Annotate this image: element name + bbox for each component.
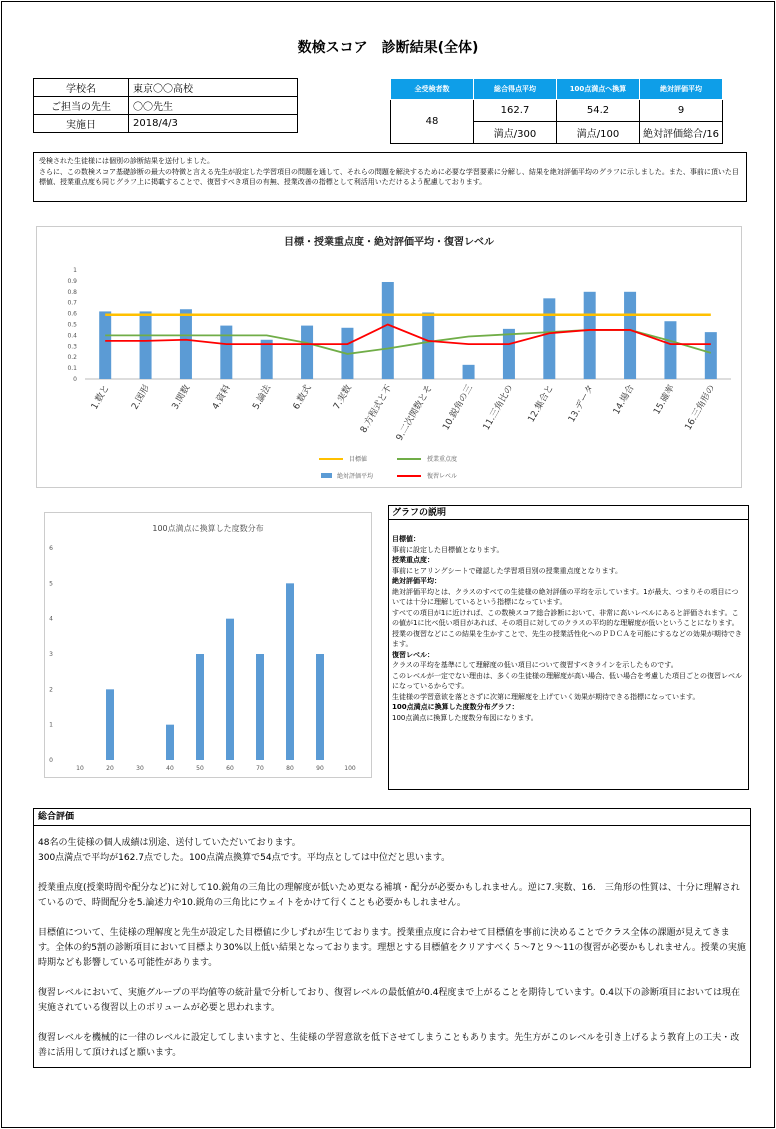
info-value: 〇〇先生 [129, 97, 298, 115]
x-tick-label: 12.集合と [526, 383, 556, 425]
distribution-chart [44, 512, 372, 778]
explanation-term: 100点満点に換算した度数分布グラフ： [392, 703, 519, 711]
x-tick-label: 9.二次関数とそ [394, 383, 435, 443]
y-tick-label: 0.3 [67, 343, 77, 351]
bar-frequency [286, 583, 294, 760]
bar-absolute-average [664, 321, 676, 379]
x-tick-label: 6.数式 [291, 383, 314, 412]
graph-explanation [388, 505, 749, 790]
average-max: 満点/300 [474, 122, 557, 144]
explanation-term: 目標値： [392, 535, 420, 543]
school-info-table [33, 78, 298, 133]
x-tick-label: 14.場合 [611, 383, 637, 417]
y-tick-label: 0.7 [67, 299, 77, 307]
explanation-text: 事前に設定した目標値となります。 [392, 545, 504, 554]
x-tick-label: 2.図形 [130, 383, 153, 412]
info-label: 実施日 [34, 115, 129, 133]
bar-absolute-average [624, 292, 636, 379]
info-row [34, 97, 298, 115]
bar-absolute-average [99, 311, 111, 379]
bar-absolute-average [543, 298, 555, 379]
bar-frequency [106, 689, 114, 760]
legend-swatch [321, 473, 332, 478]
stats-header: 全受検者数 [391, 79, 474, 100]
explanation-text: すべての項目が1に近ければ、この数検スコア総合診断において、非常に高いレベルにあると評価されます。この値が1に比べ低い項目があれば、その項目に対してのクラスの平均的な理解度が低いということになります。授業の復習などにこの結果を生かすことで、先生の授業活性化へのＰＤＣＡを可能にするなどの効果が期待できます。 [392, 608, 742, 648]
explanation-term: 復習レベル： [392, 650, 434, 659]
bar-absolute-average [180, 309, 192, 379]
y-tick-label: 1 [73, 267, 77, 274]
series-line [105, 325, 711, 345]
bar-absolute-average [422, 313, 434, 379]
y-tick-label: 3 [49, 651, 53, 658]
x-tick-label: 11.三角比の [481, 383, 516, 433]
x-tick-label: 50 [196, 765, 204, 772]
bar-frequency [196, 654, 204, 760]
x-tick-label: 30 [136, 765, 144, 772]
summary-paragraph: 目標値について、生徒様の理解度と先生が設定した目標値に少しずれが生じております。授業重点度に合わせて目標値を事前に決めることでクラス全体の課題が見えてきます。全体の約5割の診断項目において目標より30%以上低い結果となっております。理想とする目標値をクリアすべく５～7と９～11の復習が必要かもしれません。授業の実施時期なども影響している可能性があります。 [38, 928, 746, 968]
explanation-heading: グラフの説明 [389, 506, 748, 520]
bar-absolute-average [503, 329, 515, 379]
x-tick-label: 10.鋭角の三 [441, 383, 476, 433]
y-tick-label: 0 [49, 757, 53, 764]
x-tick-label: 40 [166, 765, 174, 772]
y-tick-label: 1 [49, 721, 53, 729]
bar-absolute-average [301, 326, 313, 379]
explanation-text: 絶対評価平均とは、クラスのすべての生徒様の絶対評価の平均を示しています。1が最大、つまりその項目については十分に理解しているという指標になっています。 [392, 587, 739, 606]
legend-label: 授業重点度 [427, 456, 458, 463]
y-tick-label: 2 [49, 686, 53, 694]
bar-absolute-average [261, 340, 273, 379]
summary-paragraph: 復習レベルにおいて、実施グループの平均値等の統計量で分析しており、復習レベルの最低値が0.4程度まで上がることを期待しています。0.4以下の診断項目においては現在実施されている復習以上のボリュームが必要と思われます。 [38, 988, 741, 1013]
examinee-count: 48 [391, 100, 474, 144]
bar-absolute-average [584, 292, 596, 379]
x-tick-label: 10 [76, 765, 84, 772]
x-tick-label: 4.資料 [210, 383, 233, 412]
stats-table [390, 78, 723, 144]
bar-absolute-average [705, 332, 717, 379]
y-tick-label: 5 [49, 580, 53, 588]
x-tick-label: 1.数と [89, 383, 112, 412]
explanation-body [389, 520, 748, 723]
legend-label: 目標値 [349, 456, 368, 463]
stats-header: 絶対評価平均 [640, 79, 723, 100]
x-tick-label: 20 [106, 765, 114, 772]
x-tick-label: 16.三角形の [683, 383, 718, 433]
explanation-term: 授業重点度： [392, 556, 434, 564]
bar-frequency [316, 654, 324, 760]
explanation-text: 事前にヒアリングシートで確認した学習項目別の授業重点度となります。 [392, 566, 623, 575]
info-value: 東京〇〇高校 [129, 79, 298, 97]
summary-heading: 総合評価 [34, 809, 750, 826]
summary-paragraph: 授業重点度(授業時間や配分など)に対して10.鋭角の三角比の理解度が低いため更なる補填・配分が必要かもしれません。逆に7.実数、16. 三角形の性質は、十分に理解されているので、時間配分を5.論述力や10.鋭角の三角比にウェイトをかけて行くことも必要かもしれません。 [38, 883, 740, 908]
summary-body [34, 826, 750, 1061]
bar-frequency [256, 654, 264, 760]
page-title: 数検スコア 診断結果(全体) [297, 40, 479, 56]
y-tick-label: 0.6 [67, 310, 77, 318]
y-tick-label: 0.5 [67, 321, 77, 329]
info-label: ご担当の先生 [34, 97, 129, 115]
average-score: 162.7 [474, 100, 557, 122]
x-tick-label: 90 [316, 765, 324, 772]
explanation-term: 絶対評価平均： [392, 577, 441, 585]
y-tick-label: 0.1 [67, 365, 77, 373]
x-tick-label: 60 [226, 765, 234, 772]
x-tick-label: 8.方程式と不 [358, 383, 395, 435]
chart-title: 目標・授業重点度・絶対評価平均・復習レベル [284, 237, 494, 248]
intro-note [33, 152, 747, 202]
stats-header: 100点満点へ換算 [557, 79, 640, 100]
y-tick-label: 0.8 [67, 288, 77, 296]
y-tick-label: 0.2 [67, 354, 77, 362]
explanation-text: 生徒様の学習意欲を落とさずに次第に理解度を上げていく効果が期待できる指標になっています。 [392, 692, 700, 701]
evaluation-chart-svg [37, 227, 741, 487]
info-row [34, 115, 298, 133]
info-value: 2018/4/3 [129, 115, 298, 133]
legend-label: 絶対評価平均 [337, 473, 374, 480]
distribution-chart-svg [45, 513, 371, 777]
y-tick-label: 0 [73, 376, 77, 383]
chart-title: 100点満点に換算した度数分布 [152, 524, 264, 533]
x-tick-label: 15.確率 [652, 383, 678, 417]
intro-line: 受検された生徒様には個別の診断結果を送付しました。 [39, 157, 214, 165]
bar-frequency [166, 725, 174, 760]
stats-header: 総合得点平均 [474, 79, 557, 100]
summary-paragraph: 48名の生徒様の個人成績は別途、送付していただいております。 300点満点で平均が162.7点でした。100点満点換算で54点です。平均点としては中位だと思います。 [38, 838, 451, 863]
explanation-text: 100点満点に換算した度数分布図になります。 [392, 713, 538, 722]
info-label: 学校名 [34, 79, 129, 97]
x-tick-label: 3.関数 [170, 383, 193, 412]
intro-line: さらに、この数検スコア基礎診断の最大の特徴と言える先生が設定した学習項目の問題を通して、それらの問題を解決するために必要な学習要素に分解し、結果を絶対評価平均のグラフに示しました。また、事前に頂いた目標値、授業重点度も同じグラフ上に掲載することで、復習すべき項目の有無、授業改善の指標として利活用いただけるよう配慮しております。 [39, 167, 739, 186]
x-tick-label: 80 [286, 765, 294, 772]
explanation-text: このレベルが一定でない理由は、多くの生徒様の理解度が高い場合、低い場合を考慮した項目ごとの復習レベルになっているからです。 [392, 671, 742, 690]
converted-max: 満点/100 [557, 122, 640, 144]
bar-absolute-average [220, 326, 232, 379]
legend-label: 復習レベル [427, 473, 458, 480]
y-tick-label: 6 [49, 545, 53, 552]
x-tick-label: 13.データ [566, 383, 597, 425]
summary-paragraph: 復習レベルを機械的に一律のレベルに設定してしまいますと、生徒様の学習意欲を低下させてしまうこともあります。先生方がこのレベルを引き上げるよう教育上の工夫・改善に活用して頂ければと願います。 [38, 1033, 740, 1058]
y-tick-label: 4 [49, 615, 53, 623]
x-tick-label: 7.実数 [332, 383, 355, 412]
absolute-max: 絶対評価総合/16 [640, 122, 723, 144]
bar-absolute-average [382, 282, 394, 379]
y-tick-label: 0.9 [67, 277, 77, 285]
explanation-text: クラスの平均を基準にして理解度の低い項目について復習すべきラインを示したものです。 [392, 661, 678, 669]
absolute-average: 9 [640, 100, 723, 122]
bar-absolute-average [140, 311, 152, 379]
info-row [34, 79, 298, 97]
x-tick-label: 5.論法 [251, 383, 274, 412]
evaluation-chart [36, 226, 742, 488]
x-tick-label: 70 [256, 765, 264, 772]
bar-frequency [226, 619, 234, 760]
overall-evaluation [33, 808, 751, 1068]
bar-absolute-average [463, 365, 475, 379]
y-tick-label: 0.4 [67, 332, 77, 340]
x-tick-label: 100 [344, 765, 356, 772]
converted-score: 54.2 [557, 100, 640, 122]
